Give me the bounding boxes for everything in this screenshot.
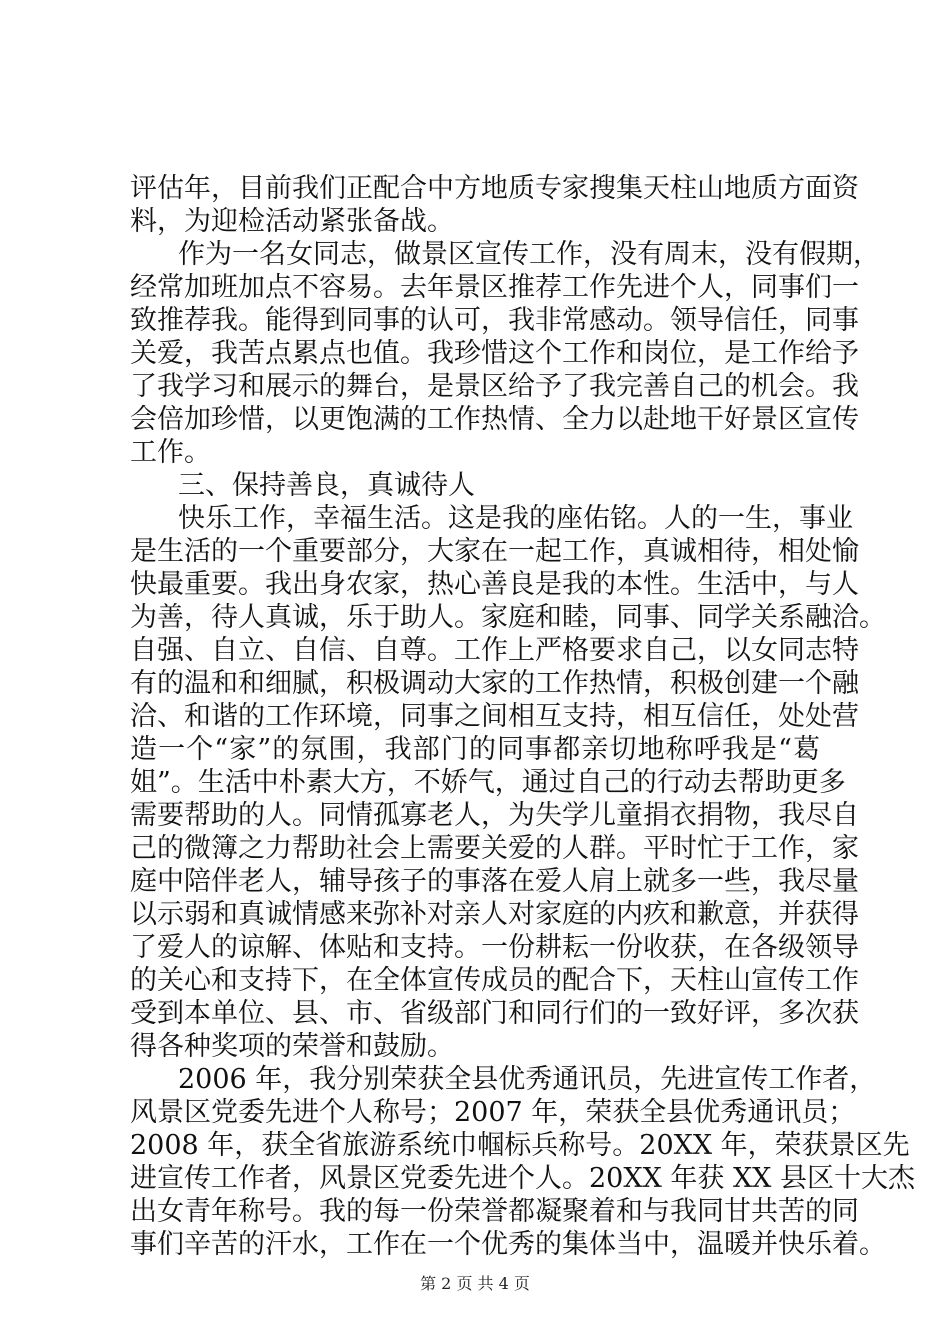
text-line: 致推荐我。能得到同事的认可，我非常感动。领导信任，同事: [130, 305, 859, 336]
text-line: 洽、和谐的工作环境，同事之间相互支持，相互信任，处处营: [130, 701, 859, 732]
text-line: 快最重要。我出身农家，热心善良是我的本性。生活中，与人: [130, 569, 859, 600]
text-line: 是生活的一个重要部分，大家在一起工作，真诚相待，相处愉: [130, 536, 859, 567]
text-line: 2006 年，我分别荣获全县优秀通讯员，先进宣传工作者，: [178, 1064, 877, 1095]
text-line: 的关心和支持下，在全体宣传成员的配合下，天柱山宣传工作: [130, 965, 859, 996]
text-line: 2008 年，获全省旅游系统巾帼标兵称号。20XX 年，荣获景区先: [130, 1130, 910, 1161]
text-line: 己的微簿之力帮助社会上需要关爱的人群。平时忙于工作，家: [130, 833, 859, 864]
text-line: 庭中陪伴老人，辅导孩子的事落在爱人肩上就多一些，我尽量: [130, 866, 859, 897]
text-line: 进宣传工作者，风景区党委先进个人。20XX 年获 XX 县区十大杰: [130, 1163, 915, 1194]
text-line: 快乐工作，幸福生活。这是我的座佑铭。人的一生，事业: [178, 503, 853, 534]
document-body: [130, 172, 915, 1261]
text-line: 出女青年称号。我的每一份荣誉都凝聚着和与我同甘共苦的同: [130, 1196, 859, 1227]
text-line: 需要帮助的人。同情孤寡老人，为失学儿童捐衣捐物，我尽自: [130, 800, 859, 831]
text-line: 会倍加珍惜，以更饱满的工作热情、全力以赴地干好景区宣传: [130, 404, 859, 435]
text-line: 自强、自立、自信、自尊。工作上严格要求自己，以女同志特: [130, 635, 859, 666]
text-line: 了我学习和展示的舞台，是景区给予了我完善自己的机会。我: [130, 371, 859, 402]
text-line: 以示弱和真诚情感来弥补对亲人对家庭的内疚和歉意，并获得: [130, 899, 859, 930]
text-line: 风景区党委先进个人称号；2007 年，荣获全县优秀通讯员；: [130, 1097, 856, 1128]
text-line: 姐”。生活中朴素大方，不娇气，通过自己的行动去帮助更多: [130, 767, 846, 798]
text-line: 有的温和和细腻，积极调动大家的工作热情，积极创建一个融: [130, 668, 859, 699]
text-line: 作为一名女同志，做景区宣传工作，没有周末，没有假期，: [178, 239, 880, 270]
text-line: 受到本单位、县、市、省级部门和同行们的一致好评，多次获: [130, 998, 859, 1029]
text-line: 评估年，目前我们正配合中方地质专家搜集天柱山地质方面资: [130, 173, 859, 204]
text-line: 造一个“家”的氛围，我部门的同事都亲切地称呼我是“葛: [130, 734, 820, 765]
text-line: 工作。: [130, 437, 211, 468]
page-footer: 第 2 页 共 4 页: [420, 1274, 530, 1293]
text-line: 关爱，我苦点累点也值。我珍惜这个工作和岗位，是工作给予: [130, 338, 859, 369]
text-line: 经常加班加点不容易。去年景区推荐工作先进个人，同事们一: [130, 272, 859, 303]
text-line: 事们辛苦的汗水，工作在一个优秀的集体当中，温暖并快乐着。: [130, 1229, 886, 1260]
section-heading: 三、保持善良，真诚待人: [178, 470, 475, 501]
text-line: 料，为迎检活动紧张备战。: [130, 206, 454, 237]
text-line: 了爱人的谅解、体贴和支持。一份耕耘一份收获，在各级领导: [130, 932, 859, 963]
text-line: 为善，待人真诚，乐于助人。家庭和睦，同事、同学关系融洽。: [130, 602, 886, 633]
text-line: 得各种奖项的荣誉和鼓励。: [130, 1031, 454, 1062]
